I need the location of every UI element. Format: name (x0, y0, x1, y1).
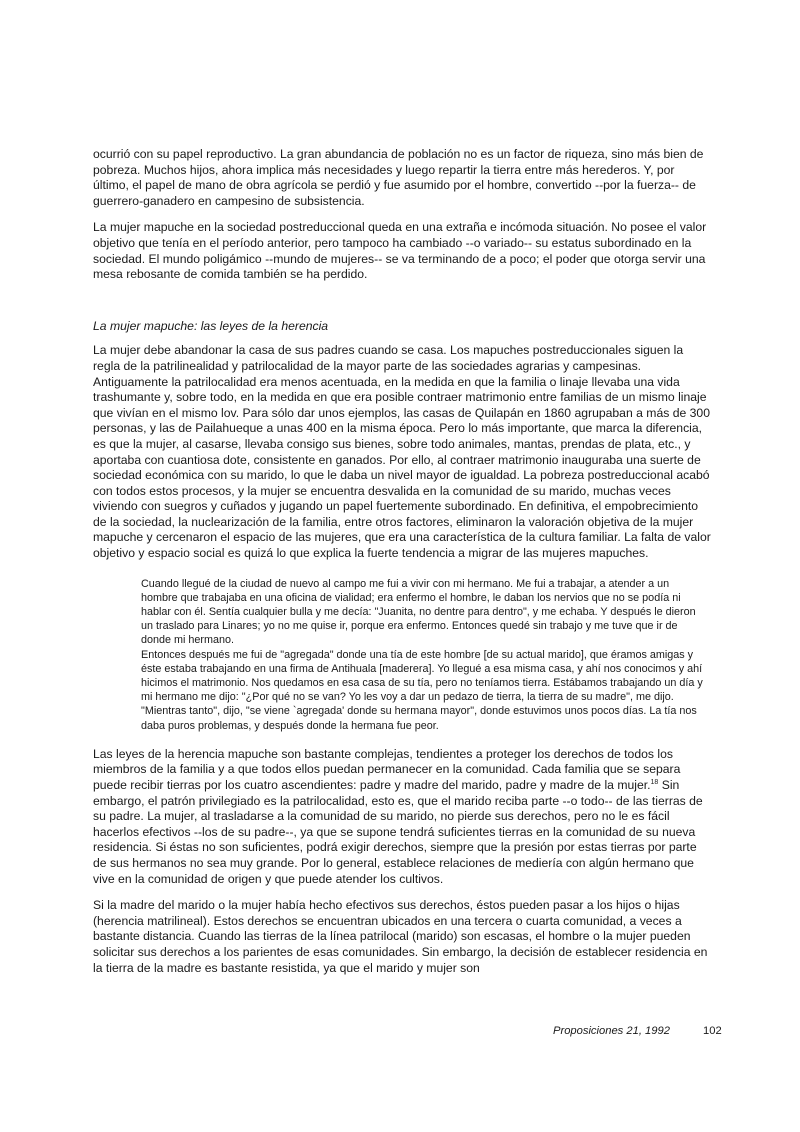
page-number: 102 (703, 1025, 722, 1037)
paragraph-matrilineal-inheritance: Si la madre del marido o la mujer había hecho efectivos sus derechos, éstos pueden pasar a los hijos o hijas (herencia matrilineal). Estos derechos se encuentran ubicados en una tercera o cuarta comunidad, a veces a bastante distancia. Cuando las tierras de la línea patrilocal (marido) son escasas, el hombre o la mujer pueden solicitar sus derechos a los parientes de esas comunidades. Sin embargo, la decisión de establecer residencia en la tierra de la madre es bastante resistida, ya que el marido y mujer son (93, 898, 708, 975)
journal-citation: Proposiciones 21, 1992 (553, 1025, 670, 1037)
footnote-marker: 18 (650, 779, 659, 787)
paragraph-patrilocality: La mujer debe abandonar la casa de sus padres cuando se casa. Los mapuches postreduccionales siguen la regla de la patrilinealidad y patrilocalidad de la mayor parte de las sociedades agrarias y campesinas. Antiguamente la patrilocalidad era menos acentuada, en la medida en que la familia o linaje llevaba una vida trashumante y, sobre todo, en la medida en que era posible contraer matrimonio entre familias de un mismo linaje que vivían en el mismo lov. Para sólo dar unos ejemplos, las casas de Quilapán en 1860 agrupaban a más de 300 personas, y las de Pailahueque a unas 400 en la misma época. Pero lo más importante, que marca la diferencia, es que la mujer, al casarse, llevaba consigo sus bienes, sobre todo animales, mantas, prendas de plata, etc., y aportaba con cuantiosa dote, consistente en ganados. Por ello, al contraer matrimonio inauguraba una suerte de sociedad económica con su marido, lo que le daba un nivel mayor de igualdad. La pobreza postreduccional acabó con todos estos procesos, y la mujer se encuentra desvalida en la comunidad de su marido, muchas veces viviendo con suegros y cuñados y jugando un papel fuertemente subordinado. En definitiva, el empobrecimiento de la sociedad, la nuclearización de la familia, entre otros factores, eliminaron la valoración objetiva de la mujer mapuche y cercenaron el espacio de las mujeres, que era una característica de la cultura familiar. La falta de valor objetivo y espacio social es quizá lo que explica la fuerte tendencia a migrar de las mujeres mapuches. (93, 343, 711, 561)
testimony-quote (141, 577, 707, 733)
paragraph-inheritance-laws (93, 747, 713, 887)
paragraph-reproductive-role: ocurrió con su papel reproductivo. La gran abundancia de población no es un factor de riqueza, sino más bien de pobreza. Muchos hijos, ahora implica más necesidades y luego repartir la tierra entre más herederos. Y, por último, el papel de mano de obra agrícola se perdió y fue asumido por el hombre, convertido --por la fuerza-- de guerrero-ganadero en campesino de subsistencia. (93, 147, 704, 208)
quote-paragraph-2: Entonces después me fui de "agregada" donde una tía de este hombre [de su actual marido], que éramos amigas y éste estaba trabajando en una firma de Antihuala [maderera]. Yo llegué a esa misma casa, y ahí nos conocimos y ahí hicimos el matrimonio. Nos quedamos en esa casa de su tía, pero no teníamos tierra. Estábamos trabajando un día y mi hermano me dijo: "¿Por qué no se van? Yo les voy a dar un pedazo de tierra, la tierra de su madre", me dijo. "Mientras tanto", dijo, "se viene `agregada' donde su hermana mayor", donde estuvimos unos pocos días. La tía nos daba puros problemas, y después donde la hermana fue peor. (141, 648, 703, 732)
page-footer (553, 1025, 722, 1037)
paragraph-postreductional-woman: La mujer mapuche en la sociedad postreduccional queda en una extraña e incómoda situación. No posee el valor objetivo que tenía en el período anterior, pero tampoco ha cambiado --o variado-- su estatus subordinado en la sociedad. El mundo poligámico --mundo de mujeres-- se va terminando de a poco; el poder que otorga servir una mesa rebosante de comida también se ha perdido. (93, 220, 707, 282)
inheritance-text-end: Sin embargo, el patrón privilegiado es la patrilocalidad, esto es, que el marido reciba parte --o todo-- de las tierras de su padre. La mujer, al trasladarse a la comunidad de su marido, no pierde sus derechos, pero no le es fácil hacerlos efectivos --los de su padre--, ya que se supone tendrá suficientes tierras en la comunidad de su nueva residencia. Si éstas no son suficientes, podrá exigir derechos, siempre que la presión por estas tierras por parte de sus hermanos no sea muy grande. Por lo general, establece relaciones de mediería con algún hermano que vive en la comunidad de origen y que puede atender los cultivos. (93, 778, 703, 886)
document-body (93, 147, 713, 987)
section-heading: La mujer mapuche: las leyes de la herencia (93, 318, 329, 333)
inheritance-text-start: Las leyes de la herencia mapuche son bastante complejas, tendientes a proteger los derechos de todos los miembros de la familia y a que todos ellos puedan permanecer en la comunidad. Cada familia que se separa puede recibir tierras por los cuatro ascendientes: padre y madre del marido, padre y madre de la mujer. (93, 746, 681, 793)
quote-paragraph-1: Cuando llegué de la ciudad de nuevo al campo me fui a vivir con mi hermano. Me fui a trabajar, a atender a un hombre que trabajaba en una oficina de vialidad; era enfermo el hombre, le daban los nervios que no se podía ni hablar con él. Sentía cualquier bulla y me decía: "Juanita, no dentre para dentro", y me echaba. Y después le dieron un traslado para Linares; yo no me quise ir, porque era enfermo. Entonces quedé sin trabajo y me tuve que ir de donde mi hermano. (141, 577, 696, 647)
